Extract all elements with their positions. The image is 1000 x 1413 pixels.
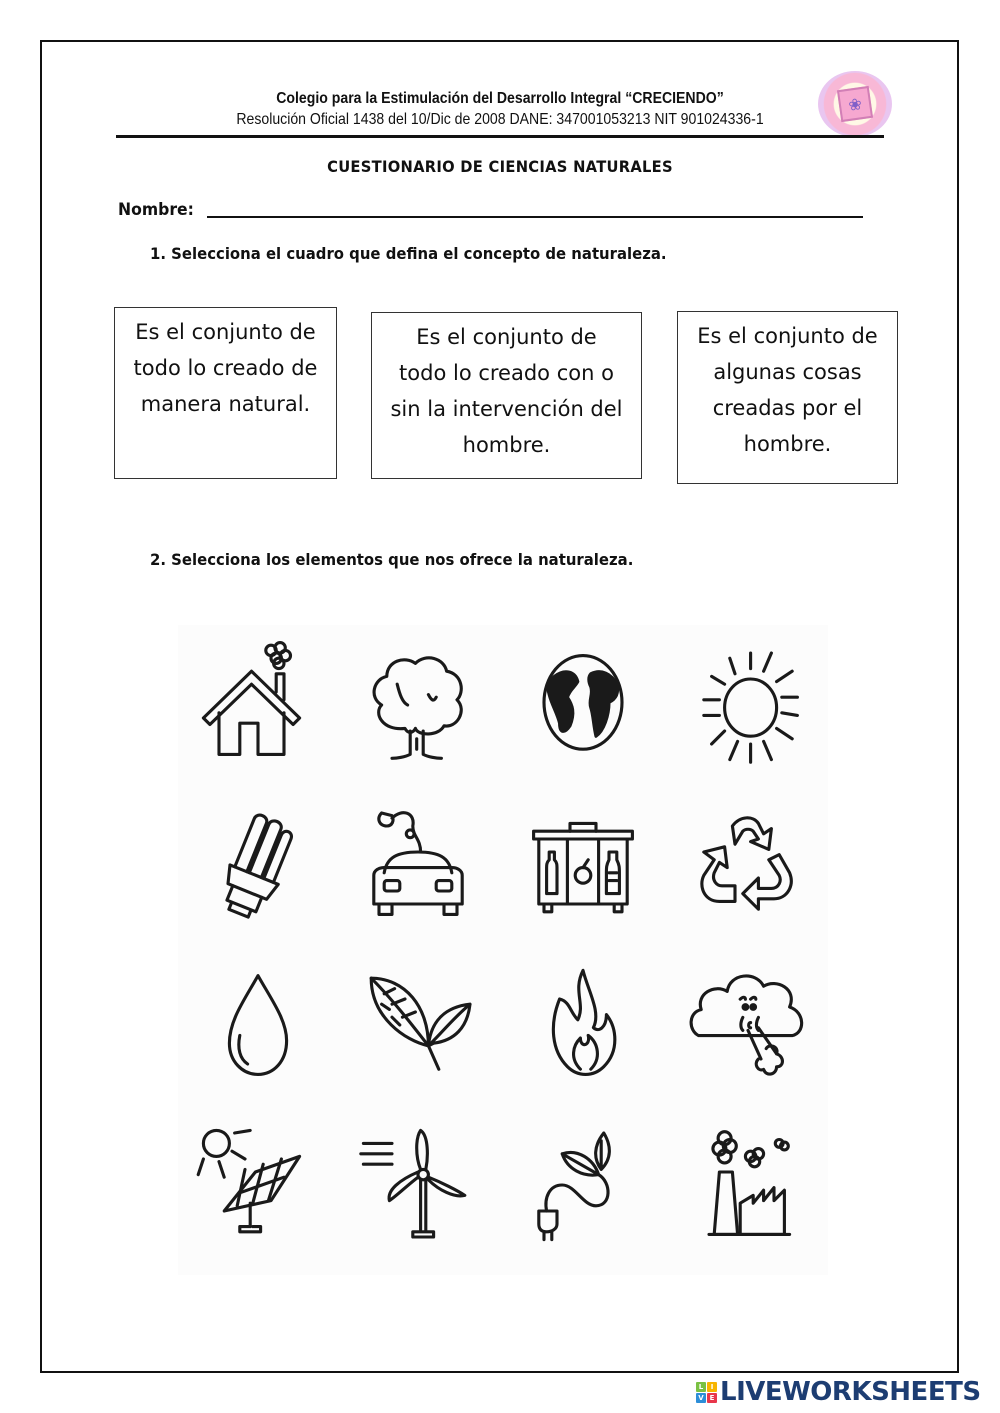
leaves-icon [353,960,483,1090]
earth-icon [518,640,648,770]
option-text-line: Es el conjunto de [416,325,597,349]
option-text-line: todo lo creado de [133,356,318,380]
grid-item-eco-plug[interactable] [508,1110,658,1260]
option-box-2[interactable] [371,312,642,479]
grid-item-electric-car[interactable] [343,790,493,940]
brand-tile: V [696,1393,706,1403]
recycle-icon [683,800,813,930]
option-text-line: Es el conjunto de [135,320,316,344]
grid-item-solar-panel[interactable] [183,1110,333,1260]
elements-image-grid [178,625,828,1275]
wind-turbine-icon [353,1120,483,1250]
school-header [180,88,820,130]
water-drop-icon [193,960,323,1090]
brand-tile: I [707,1382,717,1392]
option-text-line: algunas cosas [713,360,862,384]
brand-tile: E [707,1393,717,1403]
grid-item-fire[interactable] [508,950,658,1100]
option-text-line: Es el conjunto de [697,324,878,348]
school-logo-icon [818,71,892,137]
wind-cloud-icon [683,955,813,1085]
tree-icon [353,640,483,770]
grid-item-house[interactable] [183,630,333,780]
name-row [118,200,863,220]
light-bulb-icon [193,800,323,930]
grid-item-leaves[interactable] [343,950,493,1100]
brand-name: LIVEWORKSHEETS [720,1377,981,1407]
recycling-bins-icon [518,800,648,930]
sun-icon [683,640,813,770]
header-divider [116,135,884,138]
solar-panel-icon [193,1120,323,1250]
option-box-1[interactable] [114,307,337,479]
house-icon [193,640,323,770]
option-text-line: sin la intervención del [390,397,623,421]
factory-icon [683,1120,813,1250]
grid-item-recycle[interactable] [673,790,823,940]
option-text-line: manera natural. [140,392,311,416]
grid-item-recycling-bins[interactable] [508,790,658,940]
school-name: Colegio para la Estimulación del Desarrollo Integral “CRECIENDO” [276,90,724,107]
option-text-line: hombre. [462,433,551,457]
option-text-line: creadas por el [712,396,863,420]
electric-car-icon [353,800,483,930]
grid-item-factory[interactable] [673,1110,823,1260]
school-resolution: Resolución Oficial 1438 del 10/Dic de 2008 DANE: 347001053213 NIT 901024336-1 [236,111,764,128]
name-field[interactable] [207,216,863,218]
brand-tiles-icon [696,1382,717,1403]
option-text-line: hombre. [743,432,832,456]
grid-item-light-bulb[interactable] [183,790,333,940]
worksheet-title: CUESTIONARIO DE CIENCIAS NATURALES [327,157,673,176]
grid-item-sun[interactable] [673,630,823,780]
option-text-line: todo lo creado con o [399,361,614,385]
grid-item-wind-cloud[interactable] [673,945,823,1095]
fire-icon [518,960,648,1090]
grid-item-tree[interactable] [343,630,493,780]
liveworksheets-brand[interactable] [696,1378,981,1406]
grid-item-water-drop[interactable] [183,950,333,1100]
eco-plug-icon [518,1120,648,1250]
grid-item-wind-turbine[interactable] [343,1110,493,1260]
brand-tile: L [696,1382,706,1392]
question-2-prompt: 2. Selecciona los elementos que nos ofrece la naturaleza. [150,550,634,569]
question-1-prompt: 1. Selecciona el cuadro que defina el concepto de naturaleza. [150,244,667,263]
logo-emblem-icon: ❀ [837,86,873,122]
option-box-3[interactable] [677,311,898,484]
name-label: Nombre: [118,200,194,220]
grid-item-earth[interactable] [508,630,658,780]
